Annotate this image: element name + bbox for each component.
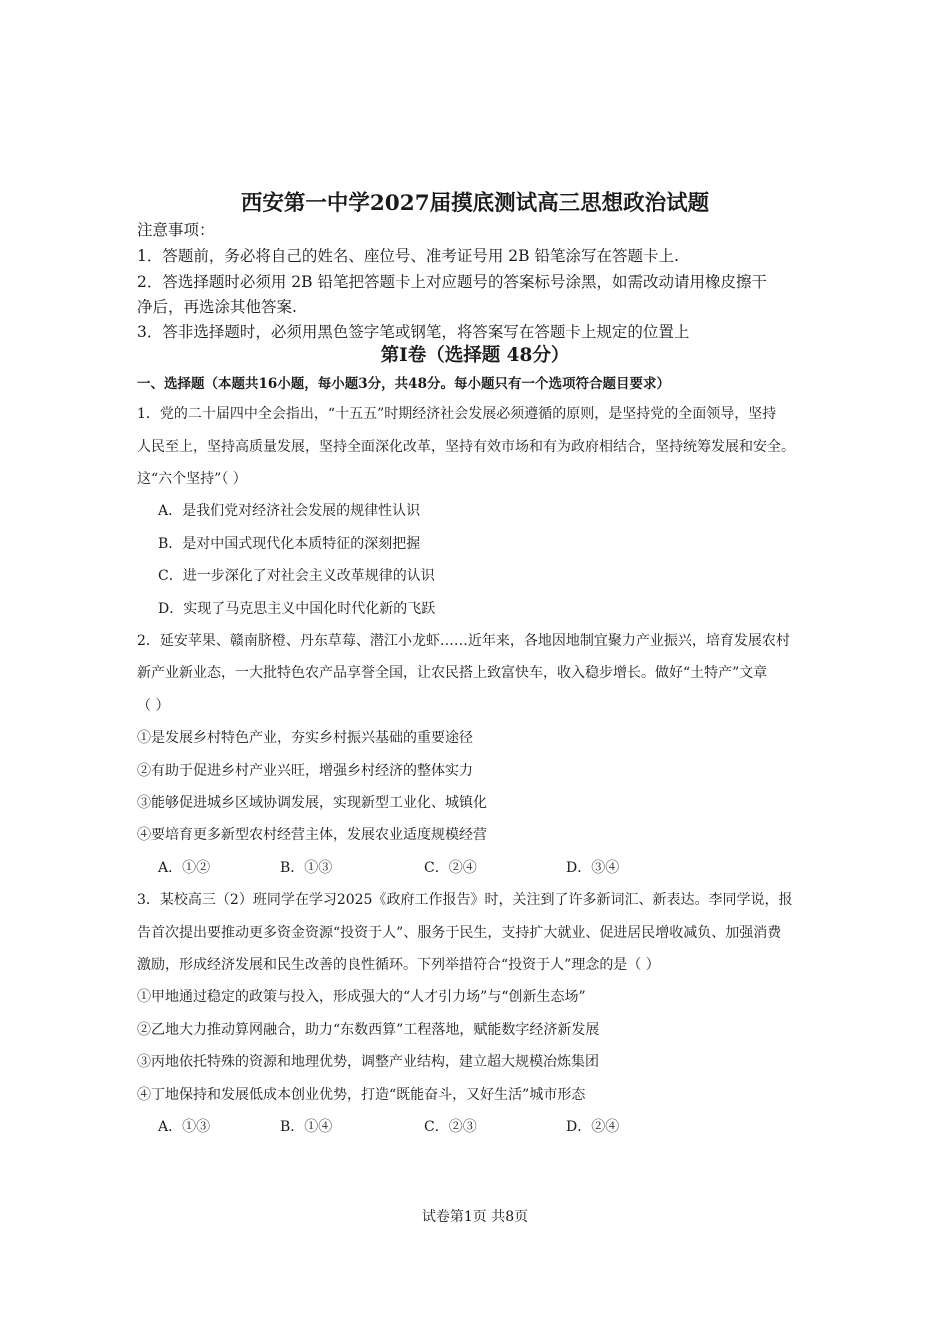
q2-stem-line-2: 新产业新业态，一大批特色农产品享誉全国，让农民搭上致富快车，收入稳步增长。做好“土特产”文章 <box>137 665 768 681</box>
q3-item-1: ①甲地通过稳定的政策与投入，形成强大的“人才引力场”与“创新生态场” <box>137 989 586 1005</box>
part-heading: 一、选择题（本题共16小题，每小题3分，共48分。每小题只有一个选项符合题目要求） <box>137 376 670 392</box>
notice-item-2-line-1: 2．答选择题时必须用 2B 铅笔把答题卡上对应题号的答案标号涂黑，如需改动请用橡皮擦干 <box>137 273 767 291</box>
q2-item-2: ②有助于促进乡村产业兴旺，增强乡村经济的整体实力 <box>137 763 473 779</box>
q3-choice-c: C．②③ <box>424 1119 477 1135</box>
q3-item-3: ③丙地依托特殊的资源和地理优势，调整产业结构，建立超大规模冶炼集团 <box>137 1054 599 1070</box>
q2-item-3: ③能够促进城乡区域协调发展，实现新型工业化、城镇化 <box>137 795 487 811</box>
q3-item-4: ④丁地保持和发展低成本创业优势，打造“既能奋斗，又好生活”城市形态 <box>137 1087 586 1103</box>
q3-stem-line-3: 激励，形成经济发展和民生改善的良性循环。下列举措符合“投资于人”理念的是（ ） <box>137 957 660 973</box>
q2-stem-line-1: 2．延安苹果、赣南脐橙、丹东草莓、潜江小龙虾……近年来，各地因地制宜聚力产业振兴，培育发展农村 <box>137 633 790 649</box>
q2-item-1: ①是发展乡村特色产业，夯实乡村振兴基础的重要途径 <box>137 730 473 746</box>
q2-choice-b: B．①③ <box>280 860 333 876</box>
q1-stem-line-3: 这“六个坚持”（ ） <box>137 471 247 487</box>
q1-stem-line-1: 1．党的二十届四中全会指出，“十五五”时期经济社会发展必须遵循的原则，是坚持党的全面领导，坚持 <box>137 406 777 422</box>
q2-choice-c: C．②④ <box>424 860 477 876</box>
q2-item-4: ④要培育更多新型农村经营主体，发展农业适度规模经营 <box>137 827 487 843</box>
q3-choice-b: B．①④ <box>280 1119 333 1135</box>
q1-option-a: A．是我们党对经济社会发展的规律性认识 <box>158 503 421 519</box>
q2-choice-a: A．①② <box>158 860 211 876</box>
q3-stem-line-2: 告首次提出要推动更多资金资源“投资于人”、服务于民生，支持扩大就业、促进居民增收减负、加强消费 <box>137 925 782 941</box>
notice-item-2-line-2: 净后，再选涂其他答案. <box>137 298 297 316</box>
notice-heading: 注意事项： <box>137 221 215 239</box>
notice-item-3: 3．答非选择题时，必须用黑色签字笔或钢笔，将答案写在答题卡上规定的位置上 <box>137 323 690 341</box>
q3-stem-line-1: 3．某校高三（2）班同学在学习2025《政府工作报告》时，关注到了许多新词汇、新表达。李同学说，报 <box>137 892 793 908</box>
exam-title: 西安第一中学2027届摸底测试高三思想政治试题 <box>240 191 710 216</box>
q1-option-d: D．实现了马克思主义中国化时代化新的飞跃 <box>158 601 436 617</box>
q1-option-c: C．进一步深化了对社会主义改革规律的认识 <box>158 568 435 584</box>
section-title: 第Ⅰ卷（选择题 48分） <box>380 345 570 366</box>
q3-choice-d: D．②④ <box>566 1119 620 1135</box>
q3-item-2: ②乙地大力推动算网融合，助力“东数西算”工程落地，赋能数字经济新发展 <box>137 1022 600 1038</box>
q2-stem-line-3: （ ） <box>137 698 170 714</box>
q1-stem-line-2: 人民至上，坚持高质量发展，坚持全面深化改革，坚持有效市场和有为政府相结合，坚持统筹发展和安全。 <box>137 439 795 455</box>
page-footer: 试卷第1页 共8页 <box>421 1209 529 1225</box>
q3-choice-a: A．①③ <box>158 1119 211 1135</box>
q2-choice-d: D．③④ <box>566 860 620 876</box>
q1-option-b: B．是对中国式现代化本质特征的深刻把握 <box>158 536 421 552</box>
notice-item-1: 1．答题前，务必将自己的姓名、座位号、准考证号用 2B 铅笔涂写在答题卡上. <box>137 247 679 265</box>
